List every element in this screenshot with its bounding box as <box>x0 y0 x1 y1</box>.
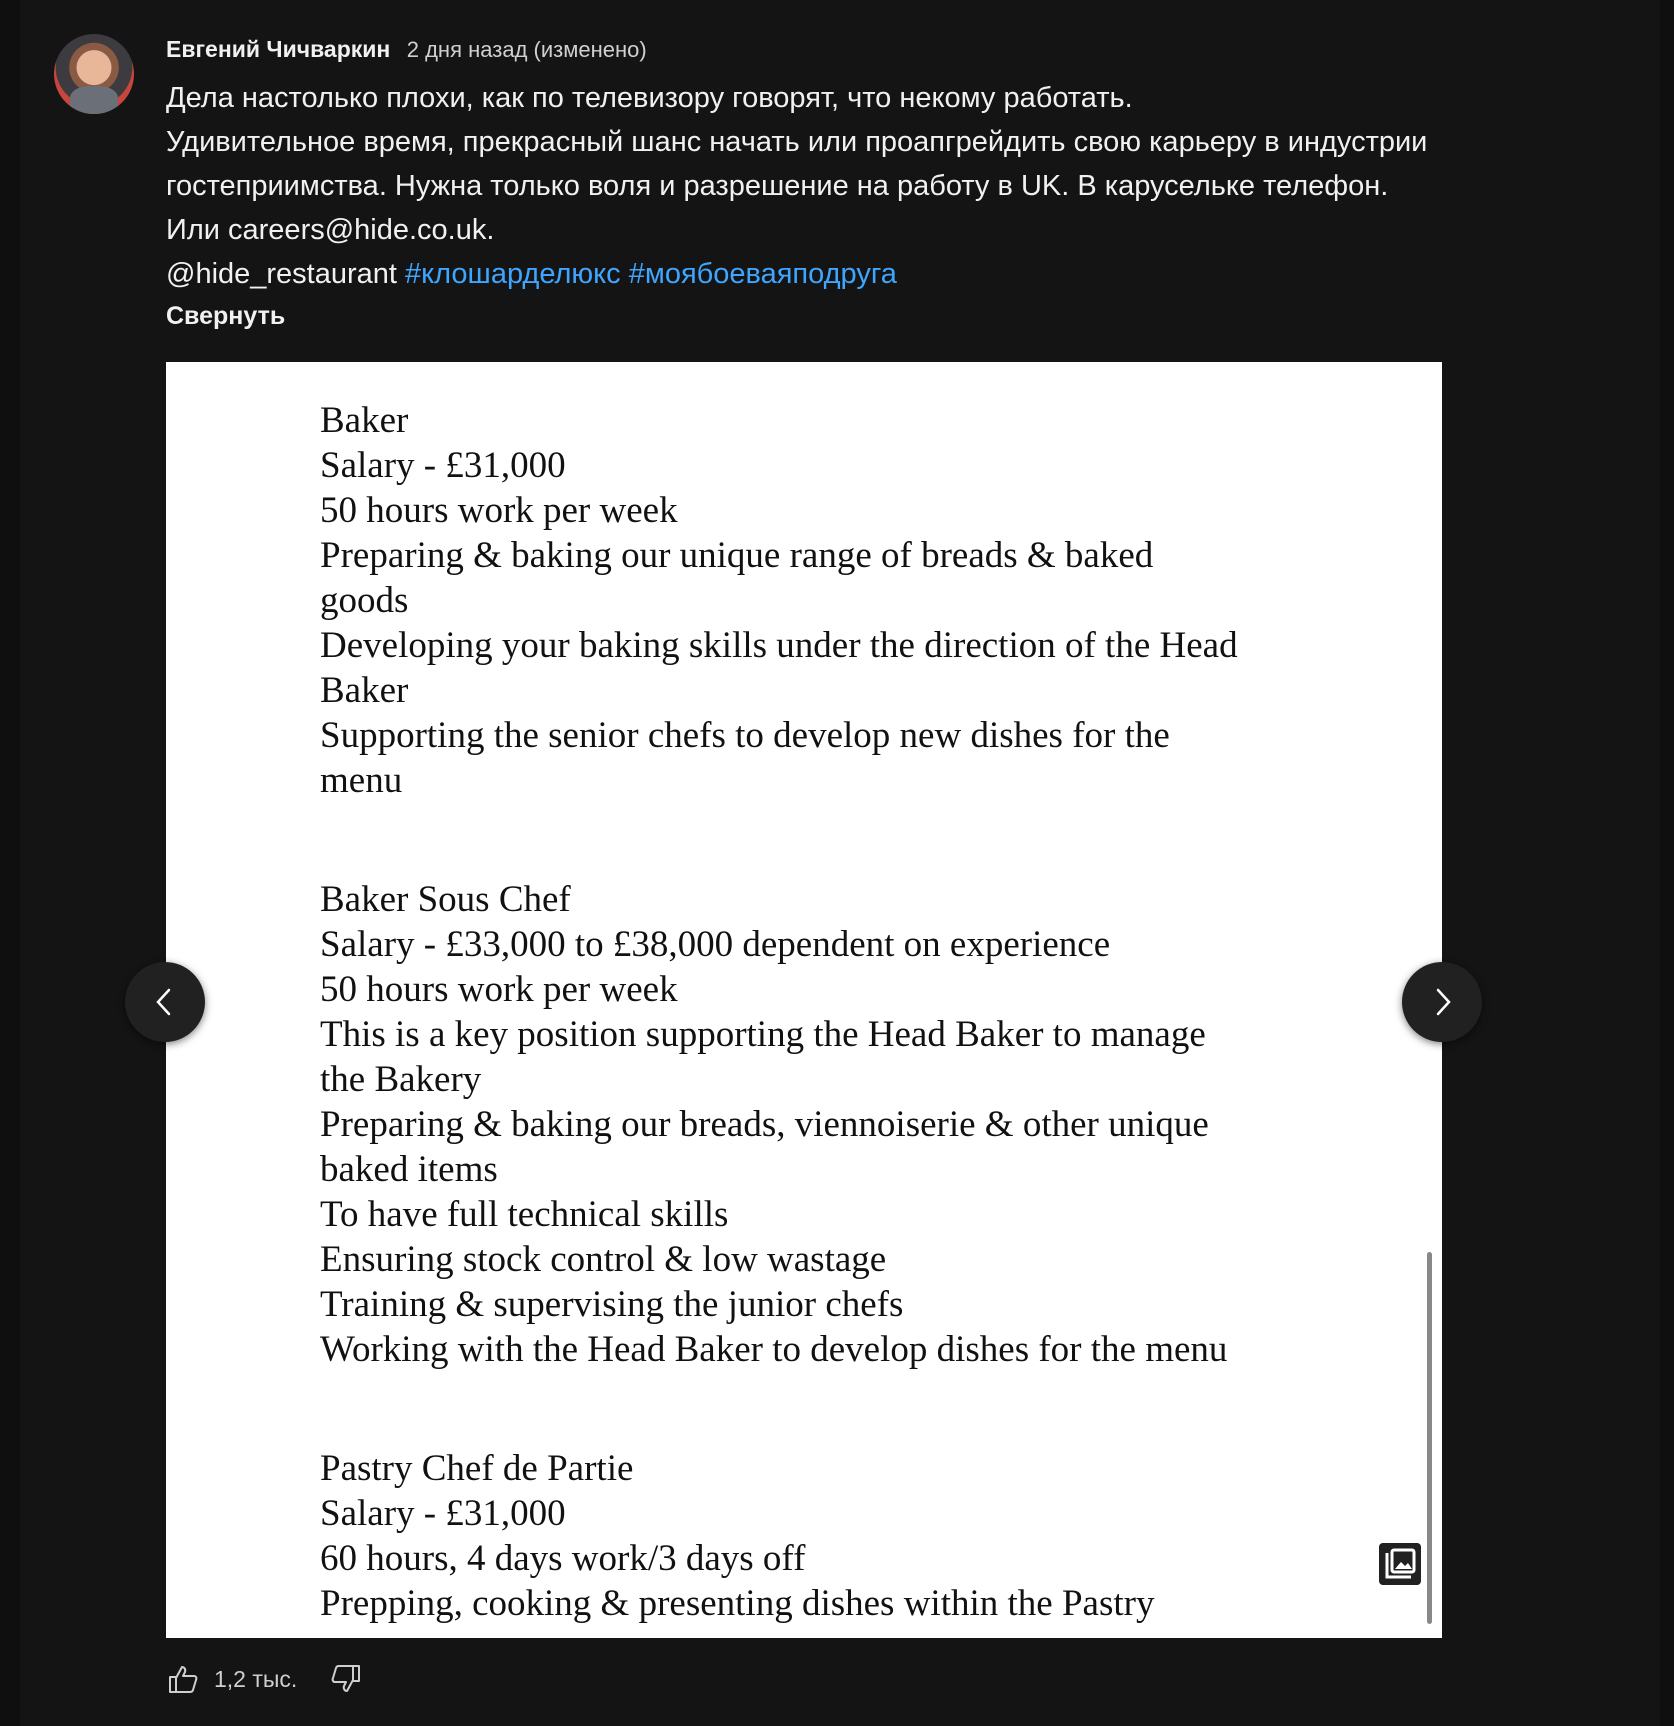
job-listing-block <box>320 877 1320 1372</box>
job-listing-block <box>320 398 1320 803</box>
post-text-line: Удивительное время, прекрасный шанс начать или проапгрейдить свою карьеру в индустрии <box>166 126 1428 158</box>
post-header <box>166 36 647 63</box>
dislike-button[interactable] <box>329 1662 363 1696</box>
job-detail-line: Preparing & baking our breads, viennoiserie & other unique <box>320 1104 1209 1145</box>
image-carousel[interactable] <box>166 362 1442 1638</box>
job-detail-line: This is a key position supporting the Head Baker to manage <box>320 1014 1206 1055</box>
job-detail-line: Prepping, cooking & presenting dishes within the Pastry <box>320 1583 1155 1624</box>
post-tags-line <box>166 252 1626 296</box>
post-text-line: Или careers@hide.co.uk. <box>166 214 495 246</box>
post-text-line: Дела настолько плохи, как по телевизору говорят, что некому работать. <box>166 82 1133 114</box>
post-body <box>166 76 1626 296</box>
post-text-line: гостеприимства. Нужна только воля и разрешение на работу в UK. В карусельке телефон. <box>166 170 1389 202</box>
job-detail-line: 60 hours, 4 days work/3 days off <box>320 1538 806 1579</box>
author-name[interactable]: Евгений Чичваркин <box>166 36 391 62</box>
job-detail-line: Developing your baking skills under the direction of the Head <box>320 625 1238 666</box>
post-actions <box>166 1662 363 1696</box>
job-title: Pastry Chef de Partie <box>320 1448 634 1489</box>
chevron-right-icon <box>1430 987 1454 1017</box>
carousel-next-button[interactable] <box>1402 962 1482 1042</box>
like-button[interactable] <box>166 1662 200 1696</box>
collapse-button[interactable]: Свернуть <box>166 302 286 330</box>
job-detail-line: menu <box>320 760 403 801</box>
thumbs-up-icon <box>167 1663 199 1695</box>
job-detail-line: Salary - £31,000 <box>320 1493 566 1534</box>
job-detail-line: 50 hours work per week <box>320 490 678 531</box>
job-detail-line: Working with the Head Baker to develop dishes for the menu <box>320 1329 1228 1370</box>
job-detail-line: goods <box>320 580 409 621</box>
carousel-image-text <box>320 398 1320 1638</box>
hashtag-link[interactable]: #моябоеваяподруга <box>628 258 897 290</box>
carousel-prev-button[interactable] <box>125 962 205 1042</box>
job-title: Baker <box>320 400 409 441</box>
thumbs-down-icon <box>330 1663 362 1695</box>
post-timestamp[interactable]: 2 дня назад (изменено) <box>406 37 647 62</box>
job-title: Baker Sous Chef <box>320 879 571 920</box>
carousel-scrollbar[interactable] <box>1427 1252 1432 1624</box>
job-detail-line: Supporting the senior chefs to develop new dishes for the <box>320 715 1170 756</box>
author-avatar[interactable] <box>54 34 134 114</box>
mention-link[interactable]: @hide_restaurant <box>166 258 397 290</box>
job-detail-line: Training & supervising the junior chefs <box>320 1284 904 1325</box>
job-detail-line: Salary - £31,000 <box>320 445 566 486</box>
image-gallery-icon[interactable] <box>1378 1542 1422 1586</box>
chevron-left-icon <box>153 987 177 1017</box>
job-detail-line: Ensuring stock control & low wastage <box>320 1239 887 1280</box>
job-detail-line: Preparing & baking our unique range of breads & baked <box>320 535 1154 576</box>
job-detail-line: baked items <box>320 1149 498 1190</box>
job-detail-line: 50 hours work per week <box>320 969 678 1010</box>
job-detail-line: To have full technical skills <box>320 1194 729 1235</box>
hashtag-link[interactable]: #клошарделюкс <box>405 258 621 290</box>
job-detail-line: Salary - £33,000 to £38,000 dependent on experience <box>320 924 1111 965</box>
like-count: 1,2 тыс. <box>214 1665 298 1692</box>
job-listing-block <box>320 1446 1320 1626</box>
job-detail-line: the Bakery <box>320 1059 482 1100</box>
job-detail-line: Baker <box>320 670 409 711</box>
